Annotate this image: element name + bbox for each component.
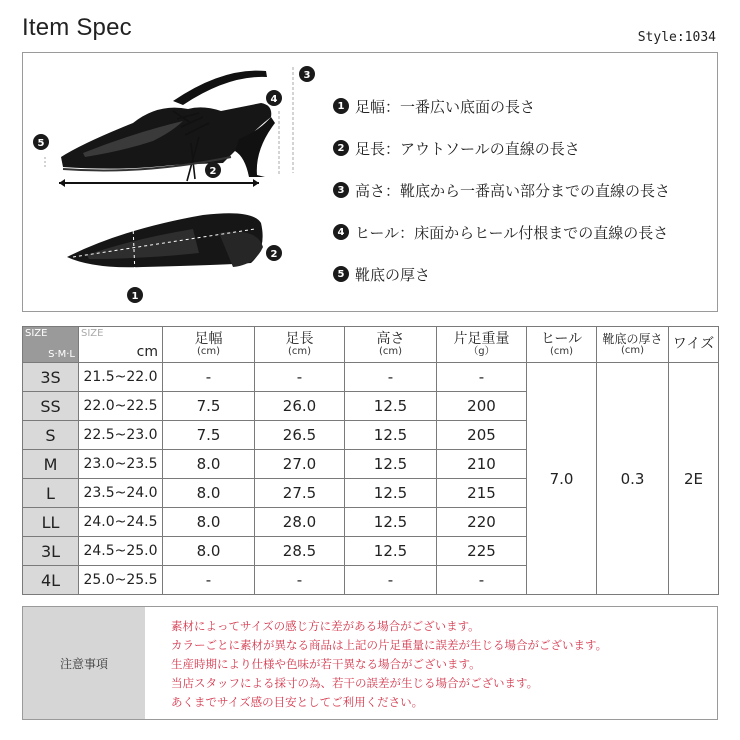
foot-width-cell: - bbox=[163, 363, 255, 392]
weight-cell: 205 bbox=[437, 421, 527, 450]
size-cell: 4L bbox=[23, 566, 79, 595]
note-line: 素材によってサイズの感じ方に差がある場合がございます。 bbox=[171, 619, 480, 633]
note-line: あくまでサイズ感の目安としてご利用ください。 bbox=[171, 695, 424, 709]
column-header: 足長 (cm) bbox=[255, 327, 345, 363]
size-corner-cell bbox=[23, 327, 79, 363]
legend-item bbox=[333, 127, 670, 169]
foot-length-cell: 28.5 bbox=[255, 537, 345, 566]
size-cell: LL bbox=[23, 508, 79, 537]
legend-item bbox=[333, 169, 670, 211]
weight-cell: - bbox=[437, 363, 527, 392]
foot-width-cell: 8.0 bbox=[163, 537, 255, 566]
legend-number-badge: 2 bbox=[333, 140, 349, 156]
legend-text: ヒール：床面からヒール付根までの直線の長さ bbox=[355, 223, 669, 242]
foot-length-cell: 27.5 bbox=[255, 479, 345, 508]
marker-1-label: 1 bbox=[131, 291, 139, 302]
size-range-cell: 23.5~24.0 bbox=[79, 479, 163, 508]
notes-list bbox=[145, 607, 607, 719]
size-spec-table bbox=[22, 326, 719, 595]
size-range-cell: 21.5~22.0 bbox=[79, 363, 163, 392]
weight-cell: 215 bbox=[437, 479, 527, 508]
size-range-cell: 22.5~23.0 bbox=[79, 421, 163, 450]
height-cell: - bbox=[345, 566, 437, 595]
legend-number-badge: 5 bbox=[333, 266, 349, 282]
sole-thickness-cell: 0.3 bbox=[597, 363, 669, 595]
size-range-cell: 24.0~24.5 bbox=[79, 508, 163, 537]
size-range-cell: 23.0~23.5 bbox=[79, 450, 163, 479]
heel-cell: 7.0 bbox=[527, 363, 597, 595]
legend-text: 足幅：一番広い底面の長さ bbox=[355, 97, 536, 116]
cm-corner-cell bbox=[79, 327, 163, 363]
legend-item bbox=[333, 211, 670, 253]
foot-width-cell: 8.0 bbox=[163, 479, 255, 508]
table-header-row bbox=[23, 327, 719, 363]
column-header: 片足重量 （g） bbox=[437, 327, 527, 363]
notes-panel bbox=[22, 606, 718, 720]
weight-cell: 200 bbox=[437, 392, 527, 421]
legend-item bbox=[333, 253, 670, 295]
legend-number-badge: 3 bbox=[333, 182, 349, 198]
foot-length-cell: 28.0 bbox=[255, 508, 345, 537]
foot-length-cell: - bbox=[255, 566, 345, 595]
size-cell: M bbox=[23, 450, 79, 479]
legend-text: 高さ：靴底から一番高い部分までの直線の長さ bbox=[355, 181, 671, 200]
weight-cell: - bbox=[437, 566, 527, 595]
size-cell: 3S bbox=[23, 363, 79, 392]
foot-width-cell: 8.0 bbox=[163, 508, 255, 537]
column-header: 高さ (cm) bbox=[345, 327, 437, 363]
marker-3-label: 3 bbox=[303, 70, 311, 81]
notes-label: 注意事項 bbox=[23, 607, 145, 719]
height-cell: 12.5 bbox=[345, 421, 437, 450]
size-range-cell: 24.5~25.0 bbox=[79, 537, 163, 566]
legend-number-badge: 1 bbox=[333, 98, 349, 114]
size-cell: S bbox=[23, 421, 79, 450]
foot-width-cell: 7.5 bbox=[163, 392, 255, 421]
height-cell: 12.5 bbox=[345, 537, 437, 566]
foot-width-cell: 8.0 bbox=[163, 450, 255, 479]
marker-2b-label: 2 bbox=[270, 249, 278, 260]
foot-length-cell: 27.0 bbox=[255, 450, 345, 479]
legend-number-badge: 4 bbox=[333, 224, 349, 240]
shoe-side-view bbox=[45, 67, 293, 187]
foot-length-cell: 26.5 bbox=[255, 421, 345, 450]
weight-cell: 210 bbox=[437, 450, 527, 479]
weight-cell: 220 bbox=[437, 508, 527, 537]
size-cell: L bbox=[23, 479, 79, 508]
wise-cell: 2E bbox=[669, 363, 719, 595]
size-cell: 3L bbox=[23, 537, 79, 566]
column-header: 足幅 (cm) bbox=[163, 327, 255, 363]
height-cell: 12.5 bbox=[345, 508, 437, 537]
measurement-legend bbox=[333, 85, 670, 295]
note-line: カラーごとに素材が異なる商品は上記の片足重量に誤差が生じる場合がございます。 bbox=[171, 638, 608, 652]
column-header: 靴底の厚さ (cm) bbox=[597, 327, 669, 363]
height-cell: 12.5 bbox=[345, 392, 437, 421]
legend-text: 足長：アウトソールの直線の長さ bbox=[355, 139, 580, 158]
marker-4-label: 4 bbox=[270, 94, 278, 105]
height-cell: 12.5 bbox=[345, 450, 437, 479]
marker-5-label: 5 bbox=[37, 138, 45, 149]
shoe-sole-view bbox=[67, 213, 263, 275]
weight-cell: 225 bbox=[437, 537, 527, 566]
style-code: Style:1034 bbox=[637, 30, 716, 45]
foot-length-cell: 26.0 bbox=[255, 392, 345, 421]
foot-width-cell: - bbox=[163, 566, 255, 595]
column-header: ワイズ bbox=[669, 327, 719, 363]
column-header: ヒール (cm) bbox=[527, 327, 597, 363]
page-title: Item Spec bbox=[22, 14, 132, 41]
corner2-unit-label: cm bbox=[136, 344, 158, 361]
corner2-size-label: SIZE bbox=[81, 328, 104, 339]
note-line: 当店スタッフによる採寸の為、若干の誤差が生じる場合がございます。 bbox=[171, 676, 539, 690]
legend-text: 靴底の厚さ bbox=[355, 265, 431, 284]
table-row bbox=[23, 363, 719, 392]
size-range-cell: 25.0~25.5 bbox=[79, 566, 163, 595]
corner-size-label: SIZE bbox=[25, 328, 48, 339]
size-cell: SS bbox=[23, 392, 79, 421]
corner-sml-label: S·M·L bbox=[48, 348, 75, 360]
size-range-cell: 22.0~22.5 bbox=[79, 392, 163, 421]
note-line: 生産時期により仕様や色味が若干異なる場合がございます。 bbox=[171, 657, 481, 671]
spec-diagram-panel bbox=[22, 52, 718, 312]
height-cell: 12.5 bbox=[345, 479, 437, 508]
marker-2a-label: 2 bbox=[209, 166, 217, 177]
legend-item bbox=[333, 85, 670, 127]
foot-width-cell: 7.5 bbox=[163, 421, 255, 450]
foot-length-cell: - bbox=[255, 363, 345, 392]
height-cell: - bbox=[345, 363, 437, 392]
